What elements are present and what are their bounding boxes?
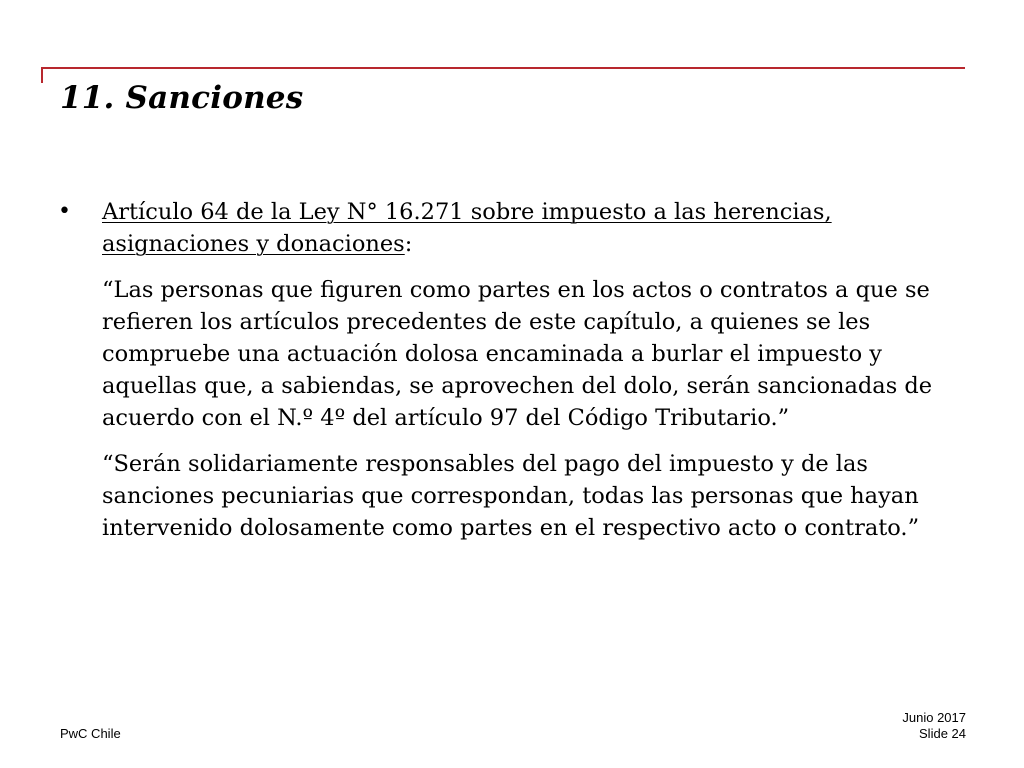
title-rule-vertical [41, 67, 43, 83]
article-reference: Artículo 64 de la Ley N° 16.271 sobre impuesto a las herencias, asignaciones y donaciones [102, 199, 832, 257]
quote-paragraph-2: “Serán solidariamente responsables del pago del impuesto y de las sanciones pecuniarias que correspondan, todas las personas que hayan intervenido dolosamente como partes en el respectivo acto o contrato.” [102, 451, 920, 541]
bullet-marker: • [58, 199, 71, 224]
footer-meta [902, 710, 966, 742]
article-suffix: : [404, 231, 413, 257]
quote-paragraph-1: “Las personas que figuren como partes en los actos o contratos a que se refieren los artículos precedentes de este capítulo, a quienes se les compruebe una actuación dolosa encaminada a burlar el impuesto y aquellas que, a sabiendas, se aprovechen del dolo, serán sancionadas de acuerdo con el N.º 4º del artículo 97 del Código Tributario.” [102, 277, 933, 431]
footer-company: PwC Chile [60, 726, 121, 741]
bullet-item [58, 196, 978, 260]
title-rule-horizontal [41, 67, 965, 69]
slide-content [58, 196, 978, 544]
footer-slide-number: Slide 24 [919, 726, 966, 741]
footer-date: Junio 2017 [902, 710, 966, 725]
slide-title: 11. Sanciones [60, 80, 304, 116]
